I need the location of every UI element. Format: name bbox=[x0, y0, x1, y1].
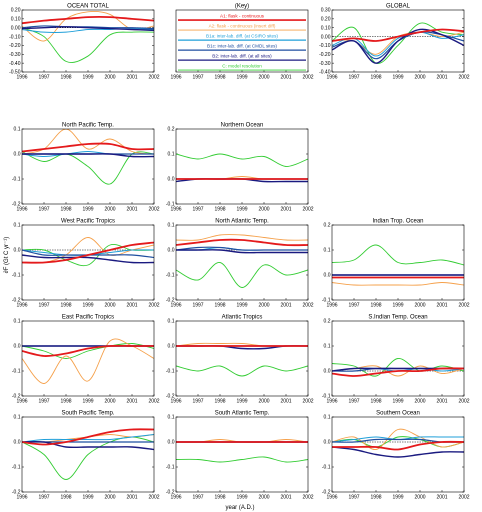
x-tick-label: 1999 bbox=[82, 74, 94, 81]
x-tick-label: 1998 bbox=[214, 74, 226, 81]
x-tick-label: 1999 bbox=[82, 206, 94, 213]
series-group bbox=[22, 339, 154, 384]
x-tick-label: 2001 bbox=[436, 494, 448, 501]
x-tick-label: 1998 bbox=[214, 206, 226, 213]
x-tick-label: 2001 bbox=[126, 398, 138, 405]
y-tick-label: 0.1 bbox=[13, 414, 21, 421]
key-label-a1: A1: flask - continuous bbox=[220, 13, 264, 19]
series-line-b2 bbox=[332, 447, 464, 457]
y-tick-label: -0.50 bbox=[9, 69, 21, 76]
plot-frame bbox=[176, 417, 308, 492]
panel-south-pacific-temp bbox=[12, 411, 160, 501]
x-tick-label: 2001 bbox=[280, 398, 292, 405]
y-tick-label: 0.10 bbox=[10, 16, 21, 23]
series-line-a1 bbox=[22, 17, 154, 23]
panel-s-indian-temp-ocean bbox=[322, 315, 470, 405]
plot-frame bbox=[332, 417, 464, 492]
panel-title: Northern Ocean bbox=[220, 122, 264, 129]
y-tick-label: -0.40 bbox=[319, 69, 331, 76]
key-title: (Key) bbox=[234, 3, 250, 10]
x-tick-label: 2000 bbox=[414, 302, 426, 309]
y-tick-label: -0.10 bbox=[9, 34, 21, 41]
panel-title: Southern Ocean bbox=[376, 410, 420, 417]
series-line-c bbox=[176, 366, 308, 376]
y-tick-label: 0.1 bbox=[13, 318, 21, 325]
x-tick-label: 1998 bbox=[60, 398, 72, 405]
y-tick-label: 0.00 bbox=[10, 25, 21, 32]
x-tick-label: 1998 bbox=[214, 494, 226, 501]
x-tick-label: 2001 bbox=[280, 206, 292, 213]
y-tick-label: 0.1 bbox=[323, 414, 331, 421]
x-tick-label: 2001 bbox=[126, 74, 138, 81]
x-tick-label: 1999 bbox=[236, 398, 248, 405]
panel-indian-trop-ocean bbox=[322, 219, 470, 309]
x-tick-label: 1996 bbox=[170, 398, 182, 405]
panel-south-atlantic-temp bbox=[166, 411, 314, 501]
plot-frame bbox=[176, 225, 308, 300]
y-tick-label: -0.2 bbox=[165, 297, 175, 304]
x-tick-label: 1996 bbox=[170, 206, 182, 213]
x-tick-label: 2000 bbox=[104, 206, 116, 213]
plot-frame bbox=[22, 321, 154, 396]
panel-title: North Atlantic Temp. bbox=[215, 218, 269, 225]
x-tick-label: 1997 bbox=[348, 74, 360, 81]
x-tick-label: 1996 bbox=[326, 302, 338, 309]
y-tick-label: -0.1 bbox=[165, 272, 175, 279]
y-tick-label: -0.1 bbox=[321, 393, 331, 400]
y-tick-label: 0.0 bbox=[13, 343, 21, 350]
series-group bbox=[22, 129, 154, 184]
y-tick-label: -0.2 bbox=[165, 393, 175, 400]
series-group bbox=[176, 343, 308, 376]
key-label-b1a: B1a: inter-lab. diff. (at CSIRO sites) bbox=[206, 33, 278, 39]
y-tick-label: -0.2 bbox=[165, 489, 175, 496]
x-tick-label: 1997 bbox=[38, 494, 50, 501]
x-tick-label: 2000 bbox=[258, 206, 270, 213]
x-tick-label: 1997 bbox=[38, 398, 50, 405]
y-tick-label: 0.0 bbox=[13, 247, 21, 254]
series-group bbox=[332, 245, 464, 285]
y-tick-label: -0.1 bbox=[321, 464, 331, 471]
y-tick-label: -0.40 bbox=[9, 60, 21, 67]
panel-west-pacific-tropics bbox=[12, 219, 160, 309]
key-label-b2: B2: inter-lab. diff. (at all sites) bbox=[212, 53, 272, 59]
series-line-b1c bbox=[22, 250, 154, 258]
x-tick-label: 1998 bbox=[370, 398, 382, 405]
y-tick-label: 0.0 bbox=[323, 439, 331, 446]
panel-title: South Atlantic Temp. bbox=[214, 410, 270, 417]
x-tick-label: 1998 bbox=[60, 74, 72, 81]
x-tick-label: 1998 bbox=[370, 74, 382, 81]
y-tick-label: -0.2 bbox=[321, 489, 331, 496]
series-group bbox=[22, 429, 154, 479]
y-tick-label: 0.0 bbox=[13, 439, 21, 446]
x-tick-label: 1999 bbox=[236, 206, 248, 213]
x-tick-label: 1996 bbox=[170, 302, 182, 309]
y-tick-label: 0.0 bbox=[323, 368, 331, 375]
y-tick-label: -0.1 bbox=[165, 464, 175, 471]
y-tick-label: 0.1 bbox=[323, 247, 331, 254]
x-tick-label: 1996 bbox=[326, 398, 338, 405]
y-tick-label: -0.20 bbox=[9, 43, 21, 50]
y-tick-label: 0.10 bbox=[320, 25, 331, 32]
x-tick-label: 2002 bbox=[148, 398, 160, 405]
x-tick-label: 1996 bbox=[170, 494, 182, 501]
x-tick-label: 2001 bbox=[126, 302, 138, 309]
x-tick-label: 1996 bbox=[170, 74, 182, 81]
x-tick-label: 2002 bbox=[458, 494, 470, 501]
x-tick-label: 2002 bbox=[458, 74, 470, 81]
x-tick-label: 1999 bbox=[392, 74, 404, 81]
y-tick-label: 0.0 bbox=[167, 343, 175, 350]
x-tick-label: 2000 bbox=[258, 302, 270, 309]
x-tick-label: 2002 bbox=[458, 398, 470, 405]
y-tick-label: 0.20 bbox=[10, 7, 21, 14]
x-tick-label: 1999 bbox=[392, 302, 404, 309]
y-tick-label: -0.2 bbox=[11, 201, 21, 208]
y-tick-label: 0.1 bbox=[167, 222, 175, 229]
y-tick-label: -0.1 bbox=[11, 464, 21, 471]
x-tick-label: 2002 bbox=[148, 302, 160, 309]
y-tick-label: -0.30 bbox=[9, 51, 21, 58]
x-tick-label: 1997 bbox=[348, 494, 360, 501]
x-tick-label: 2002 bbox=[302, 206, 314, 213]
panel-title: OCEAN TOTAL bbox=[67, 3, 109, 10]
x-tick-label: 1997 bbox=[192, 206, 204, 213]
x-tick-label: 2001 bbox=[436, 302, 448, 309]
series-line-c bbox=[176, 154, 308, 167]
panel-north-pacific-temp bbox=[12, 123, 160, 213]
x-tick-label: 1998 bbox=[60, 302, 72, 309]
x-tick-label: 1997 bbox=[192, 302, 204, 309]
x-tick-label: 1998 bbox=[60, 494, 72, 501]
y-tick-label: 0.0 bbox=[167, 176, 175, 183]
series-line-a1 bbox=[332, 442, 464, 450]
x-tick-label: 1996 bbox=[326, 494, 338, 501]
series-line-b2 bbox=[332, 29, 464, 63]
y-tick-label: -0.1 bbox=[165, 201, 175, 208]
y-tick-label: -0.20 bbox=[319, 51, 331, 58]
x-tick-label: 2000 bbox=[258, 398, 270, 405]
series-group bbox=[332, 429, 464, 457]
y-tick-label: 0.20 bbox=[320, 16, 331, 23]
panel-north-atlantic-temp bbox=[166, 219, 314, 309]
series-group bbox=[22, 238, 154, 266]
series-line-c bbox=[22, 28, 154, 63]
series-group bbox=[22, 11, 154, 62]
panel-title: South Pacific Temp. bbox=[61, 410, 115, 417]
x-tick-label: 2002 bbox=[302, 494, 314, 501]
y-tick-label: 0.1 bbox=[13, 222, 21, 229]
y-tick-label: 0.00 bbox=[320, 34, 331, 41]
series-line-c bbox=[22, 437, 154, 480]
panel-title: North Pacific Temp. bbox=[62, 122, 114, 129]
panel-title: Indian Trop. Ocean bbox=[372, 218, 424, 225]
x-tick-label: 2000 bbox=[414, 494, 426, 501]
panel-atlantic-tropics bbox=[166, 315, 314, 405]
x-tick-label: 2001 bbox=[126, 494, 138, 501]
plot-frame bbox=[176, 321, 308, 396]
x-tick-label: 1999 bbox=[236, 74, 248, 81]
key-label-a2: A2: flask - continuous (insert diff) bbox=[208, 23, 276, 29]
x-tick-label: 1996 bbox=[16, 398, 28, 405]
x-axis-label: year (A.D.) bbox=[225, 505, 255, 511]
panel-ocean-total bbox=[9, 4, 160, 81]
x-tick-label: 1999 bbox=[82, 302, 94, 309]
y-tick-label: -0.1 bbox=[11, 368, 21, 375]
x-tick-label: 1999 bbox=[236, 302, 248, 309]
x-tick-label: 2001 bbox=[280, 302, 292, 309]
y-tick-label: 0.0 bbox=[13, 151, 21, 158]
x-tick-label: 1999 bbox=[82, 494, 94, 501]
y-tick-label: 0.2 bbox=[167, 126, 175, 133]
x-tick-label: 1997 bbox=[38, 74, 50, 81]
y-tick-label: -0.30 bbox=[319, 60, 331, 67]
panel-title: GLOBAL bbox=[385, 3, 411, 10]
series-group bbox=[176, 154, 308, 182]
panel-southern-ocean bbox=[322, 411, 470, 501]
x-tick-label: 2002 bbox=[148, 74, 160, 81]
x-tick-label: 2002 bbox=[148, 206, 160, 213]
y-tick-label: -0.10 bbox=[319, 43, 331, 50]
y-tick-label: 0.2 bbox=[323, 222, 331, 229]
series-line-b2 bbox=[22, 255, 154, 263]
x-tick-label: 2002 bbox=[302, 398, 314, 405]
x-tick-label: 1998 bbox=[370, 302, 382, 309]
x-tick-label: 2001 bbox=[280, 494, 292, 501]
x-tick-label: 2002 bbox=[302, 302, 314, 309]
x-tick-label: 2001 bbox=[280, 74, 292, 81]
y-tick-label: -0.1 bbox=[165, 368, 175, 375]
x-tick-label: 2002 bbox=[148, 494, 160, 501]
x-tick-label: 1996 bbox=[16, 206, 28, 213]
y-tick-label: 0.2 bbox=[323, 318, 331, 325]
series-line-b1a bbox=[22, 435, 154, 443]
y-tick-label: 0.30 bbox=[320, 7, 331, 14]
panel-title: West Pacific Tropics bbox=[61, 218, 115, 225]
x-tick-label: 1998 bbox=[370, 494, 382, 501]
x-tick-label: 2002 bbox=[458, 302, 470, 309]
x-tick-label: 2000 bbox=[258, 494, 270, 501]
series-line-a2 bbox=[332, 283, 464, 286]
series-line-c bbox=[176, 457, 308, 462]
y-tick-label: -0.1 bbox=[11, 176, 21, 183]
series-group bbox=[176, 235, 308, 288]
x-tick-label: 2001 bbox=[436, 398, 448, 405]
y-tick-label: 0.0 bbox=[167, 247, 175, 254]
key-label-c: C: model resolution bbox=[222, 63, 262, 69]
panel-title: East Pacific Tropics bbox=[61, 314, 115, 321]
panel-global bbox=[319, 4, 470, 81]
x-tick-label: 1996 bbox=[16, 494, 28, 501]
x-tick-label: 2000 bbox=[104, 302, 116, 309]
series-line-b2 bbox=[22, 442, 154, 450]
panel-title: S.Indian Temp. Ocean bbox=[368, 314, 428, 321]
series-group bbox=[332, 23, 464, 64]
panel-east-pacific-tropics bbox=[12, 315, 160, 405]
y-tick-label: -0.1 bbox=[321, 297, 331, 304]
x-tick-label: 1997 bbox=[348, 398, 360, 405]
series-group bbox=[176, 440, 308, 463]
x-tick-label: 2000 bbox=[258, 74, 270, 81]
x-tick-label: 1997 bbox=[38, 206, 50, 213]
x-tick-label: 1998 bbox=[60, 206, 72, 213]
x-tick-label: 2001 bbox=[436, 74, 448, 81]
x-tick-label: 1998 bbox=[214, 398, 226, 405]
x-tick-label: 1999 bbox=[392, 398, 404, 405]
y-tick-label: 0.1 bbox=[323, 343, 331, 350]
x-tick-label: 2000 bbox=[104, 494, 116, 501]
x-tick-label: 1996 bbox=[326, 74, 338, 81]
panel-title: Atlantic Tropics bbox=[221, 314, 263, 321]
x-tick-label: 1997 bbox=[192, 74, 204, 81]
x-tick-label: 1999 bbox=[392, 494, 404, 501]
x-tick-label: 1997 bbox=[38, 302, 50, 309]
series-line-c bbox=[176, 262, 308, 287]
x-tick-label: 2000 bbox=[414, 74, 426, 81]
y-tick-label: 0.0 bbox=[323, 272, 331, 279]
y-tick-label: -0.2 bbox=[11, 489, 21, 496]
y-tick-label: 0.1 bbox=[13, 126, 21, 133]
x-tick-label: 1999 bbox=[236, 494, 248, 501]
x-tick-label: 2000 bbox=[414, 398, 426, 405]
y-tick-label: -0.2 bbox=[11, 393, 21, 400]
x-tick-label: 2002 bbox=[302, 74, 314, 81]
series-line-a1 bbox=[332, 368, 464, 376]
x-tick-label: 1997 bbox=[192, 494, 204, 501]
x-tick-label: 1997 bbox=[348, 302, 360, 309]
y-tick-label: -0.2 bbox=[11, 297, 21, 304]
x-tick-label: 2000 bbox=[104, 74, 116, 81]
x-tick-label: 1998 bbox=[214, 302, 226, 309]
panel-northern-ocean bbox=[166, 123, 314, 213]
series-line-a2 bbox=[22, 129, 154, 154]
series-group bbox=[332, 358, 464, 376]
x-tick-label: 2000 bbox=[104, 398, 116, 405]
x-tick-label: 1997 bbox=[192, 398, 204, 405]
y-tick-label: 0.1 bbox=[167, 414, 175, 421]
series-line-c bbox=[332, 245, 464, 265]
x-tick-label: 1996 bbox=[16, 302, 28, 309]
key-panel bbox=[170, 4, 313, 81]
y-tick-label: 0.1 bbox=[167, 318, 175, 325]
y-tick-label: -0.1 bbox=[11, 272, 21, 279]
x-tick-label: 1999 bbox=[82, 398, 94, 405]
x-tick-label: 2001 bbox=[126, 206, 138, 213]
series-line-a2 bbox=[22, 435, 154, 443]
y-axis-label: ∂F (Gt C yr⁻¹) bbox=[4, 236, 10, 274]
x-tick-label: 1996 bbox=[16, 74, 28, 81]
key-label-b1c: B1c: inter-lab. diff. (at CMDL sites) bbox=[207, 43, 277, 49]
y-tick-label: 0.0 bbox=[167, 439, 175, 446]
y-tick-label: 0.1 bbox=[167, 151, 175, 158]
